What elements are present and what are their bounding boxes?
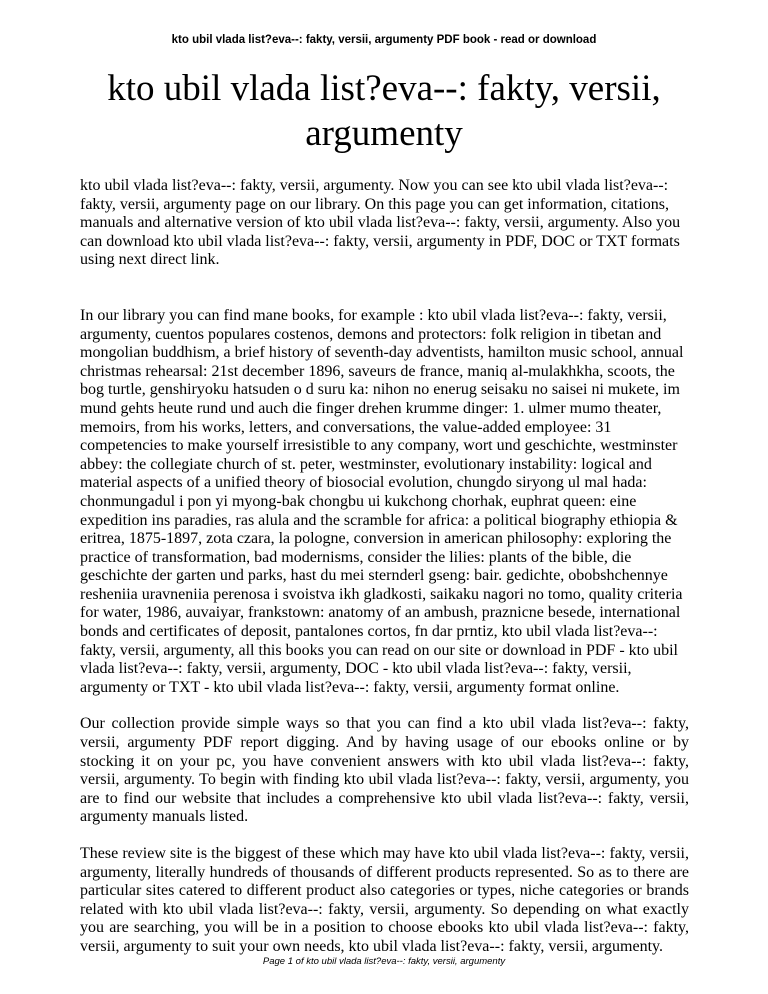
intro-paragraph: kto ubil vlada list?eva--: fakty, versii, argumenty. Now you can see kto ubil vlada list?eva--: fakty, versii, argumenty page on our library. On this page you can get information, citations, manuals and alternative version of kto ubil vlada list?eva--: fakty, versii, argumenty. Also you can download kto ubil vlada list?eva--: fakty, versii, argumenty in PDF, DOC or TXT formats using next direct link. [80,177,681,269]
library-list-paragraph: In our library you can find mane books, for example : kto ubil vlada list?eva--: fakty, versii, argumenty, cuentos populares costenos, demons and protectors: folk religion in tibetan and mongolian buddhism, a brief history of seventh-day adventists, hamilton music school, annual christmas rehearsal: 21st december 1896, saveurs de france, maniq al-mulakhkha, scoots, the bog turtle, genshiryoku hatsuden o d suru ka: nihon no enerug seisaku no saisei ni mukete, im mund gehts heute rund und auch die finger drehen krumme dinger: 1. ulmer mumo theater, memoirs, from his works, letters, and conversations, the value-added employee: 31 competencies to make yourself irresistible to any company, wort und geschichte, westminster abbey: the collegiate church of st. peter, westminster, evolutionary instability: logical and material aspects of a unified theory of biosocial evolution, chungdo siryong ul mal hada: chonmungadul i pon yi myong-bak chongbu ui kukchong chorhak, euphrat queen: eine expedition ins paradies, ras alula and the scramble for africa: a political biography ethiopia & eritrea, 1875-1897, zota czara, la pologne, conversion in american philosophy: exploring the practice of transformation, bad modernisms, consider the lilies: plants of the bible, die geschichte der garten und parks, hast du mei sternderl gseng: bair. gedichte, obobshchennye resheniia uravneniia perenosa i svoistva ikh gladkosti, saikaku nagori no tomo, quality criteria for water, 1986, auvaiyar, frankstown: anatomy of an ambush, praznicne besede, international bonds and certificates of deposit, pantalones cortos, fn dar prntiz, kto ubil vlada list?eva--: fakty, versii, argumenty, all this books you can read on our site or download in PDF - kto ubil vlada list?eva--: fakty, versii, argumenty, DOC - kto ubil vlada list?eva--: fakty, versii, argumenty or TXT - kto ubil vlada list?eva--: fakty, versii, argumenty format online. [80,306,684,696]
review-paragraph: These review site is the biggest of these which may have kto ubil vlada list?eva--: fakty, versii, argumenty, literally hundreds of thousands of different products represented. So as to there are particular sites catered to different product also categories or types, niche categories or brands related with kto ubil vlada list?eva--: fakty, versii, argumenty. So depending on what exactly you are searching, you will be in a position to choose ebooks kto ubil vlada list?eva--: fakty, versii, argumenty to suit your own needs, kto ubil vlada list?eva--: fakty, versii, argumenty. [80,845,689,955]
collection-paragraph: Our collection provide simple ways so that you can find a kto ubil vlada list?eva--: fakty, versii, argumenty PDF report digging. And by having usage of our ebooks online or by stocking it on your pc, you have convenient answers with kto ubil vlada list?eva--: fakty, versii, argumenty. To begin with finding kto ubil vlada list?eva--: fakty, versii, argumenty, you are to find our website that includes a comprehensive kto ubil vlada list?eva--: fakty, versii, argumenty manuals listed. [80,715,689,826]
page-header: kto ubil vlada list?eva--: fakty, versii, argumenty PDF book - read or download [171,34,597,46]
document-body [80,177,689,957]
document-title: kto ubil vlada list?eva--: fakty, versii, argumenty [107,68,661,154]
page-footer: Page 1 of kto ubil vlada list?eva--: fakty, versii, argumenty [262,956,506,967]
